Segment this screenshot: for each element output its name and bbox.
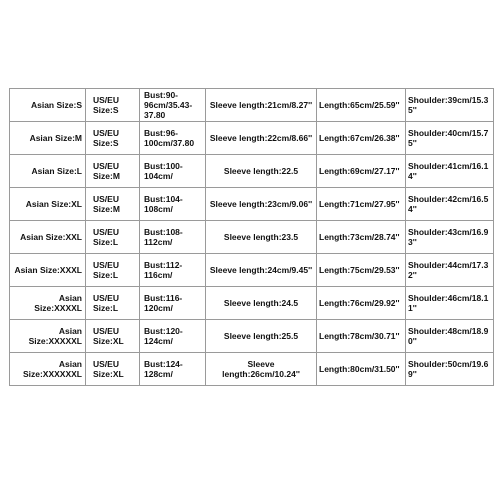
table-row	[10, 188, 494, 221]
us-eu-size-cell: US/EU Size:L	[86, 221, 140, 254]
asian-size-cell: Asian Size:XXXL	[10, 254, 86, 287]
table-row	[10, 254, 494, 287]
bust-cell: Bust:116-120cm/	[140, 287, 206, 320]
us-eu-size-cell: US/EU Size:S	[86, 122, 140, 155]
length-cell: Length:73cm/28.74''	[317, 221, 406, 254]
asian-size-cell: Asian Size:XXXXL	[10, 287, 86, 320]
shoulder-cell: Shoulder:44cm/17.32''	[406, 254, 494, 287]
table-row	[10, 122, 494, 155]
sleeve-length-cell: Sleeve length:24.5	[206, 287, 317, 320]
us-eu-size-cell: US/EU Size:L	[86, 287, 140, 320]
bust-cell: Bust:100-104cm/	[140, 155, 206, 188]
sleeve-length-cell: Sleeve length:26cm/10.24''	[206, 353, 317, 386]
shoulder-cell: Shoulder:41cm/16.14''	[406, 155, 494, 188]
sleeve-length-cell: Sleeve length:23cm/9.06''	[206, 188, 317, 221]
table-row	[10, 287, 494, 320]
length-cell: Length:75cm/29.53''	[317, 254, 406, 287]
bust-cell: Bust:108-112cm/	[140, 221, 206, 254]
table-row	[10, 320, 494, 353]
length-cell: Length:71cm/27.95''	[317, 188, 406, 221]
length-cell: Length:65cm/25.59''	[317, 89, 406, 122]
length-cell: Length:69cm/27.17''	[317, 155, 406, 188]
us-eu-size-cell: US/EU Size:S	[86, 89, 140, 122]
shoulder-cell: Shoulder:48cm/18.90''	[406, 320, 494, 353]
bust-cell: Bust:90-96cm/35.43-37.80	[140, 89, 206, 122]
shoulder-cell: Shoulder:40cm/15.75''	[406, 122, 494, 155]
asian-size-cell: Asian Size:XXL	[10, 221, 86, 254]
table-row	[10, 353, 494, 386]
size-chart-table	[9, 88, 494, 386]
bust-cell: Bust:124-128cm/	[140, 353, 206, 386]
us-eu-size-cell: US/EU Size:XL	[86, 353, 140, 386]
shoulder-cell: Shoulder:46cm/18.11''	[406, 287, 494, 320]
sleeve-length-cell: Sleeve length:22.5	[206, 155, 317, 188]
length-cell: Length:76cm/29.92''	[317, 287, 406, 320]
shoulder-cell: Shoulder:39cm/15.35''	[406, 89, 494, 122]
sleeve-length-cell: Sleeve length:21cm/8.27''	[206, 89, 317, 122]
us-eu-size-cell: US/EU Size:XL	[86, 320, 140, 353]
bust-cell: Bust:96-100cm/37.80	[140, 122, 206, 155]
us-eu-size-cell: US/EU Size:L	[86, 254, 140, 287]
sleeve-length-cell: Sleeve length:25.5	[206, 320, 317, 353]
shoulder-cell: Shoulder:50cm/19.69''	[406, 353, 494, 386]
asian-size-cell: Asian Size:L	[10, 155, 86, 188]
table-row	[10, 221, 494, 254]
asian-size-cell: Asian Size:XL	[10, 188, 86, 221]
table-row	[10, 89, 494, 122]
sleeve-length-cell: Sleeve length:23.5	[206, 221, 317, 254]
asian-size-cell: Asian Size:XXXXXL	[10, 320, 86, 353]
asian-size-cell: Asian Size:S	[10, 89, 86, 122]
bust-cell: Bust:120-124cm/	[140, 320, 206, 353]
shoulder-cell: Shoulder:43cm/16.93''	[406, 221, 494, 254]
us-eu-size-cell: US/EU Size:M	[86, 155, 140, 188]
bust-cell: Bust:112-116cm/	[140, 254, 206, 287]
length-cell: Length:78cm/30.71''	[317, 320, 406, 353]
asian-size-cell: Asian Size:M	[10, 122, 86, 155]
shoulder-cell: Shoulder:42cm/16.54''	[406, 188, 494, 221]
sleeve-length-cell: Sleeve length:22cm/8.66''	[206, 122, 317, 155]
bust-cell: Bust:104-108cm/	[140, 188, 206, 221]
sleeve-length-cell: Sleeve length:24cm/9.45''	[206, 254, 317, 287]
length-cell: Length:67cm/26.38''	[317, 122, 406, 155]
us-eu-size-cell: US/EU Size:M	[86, 188, 140, 221]
length-cell: Length:80cm/31.50''	[317, 353, 406, 386]
asian-size-cell: Asian Size:XXXXXXL	[10, 353, 86, 386]
table-row	[10, 155, 494, 188]
